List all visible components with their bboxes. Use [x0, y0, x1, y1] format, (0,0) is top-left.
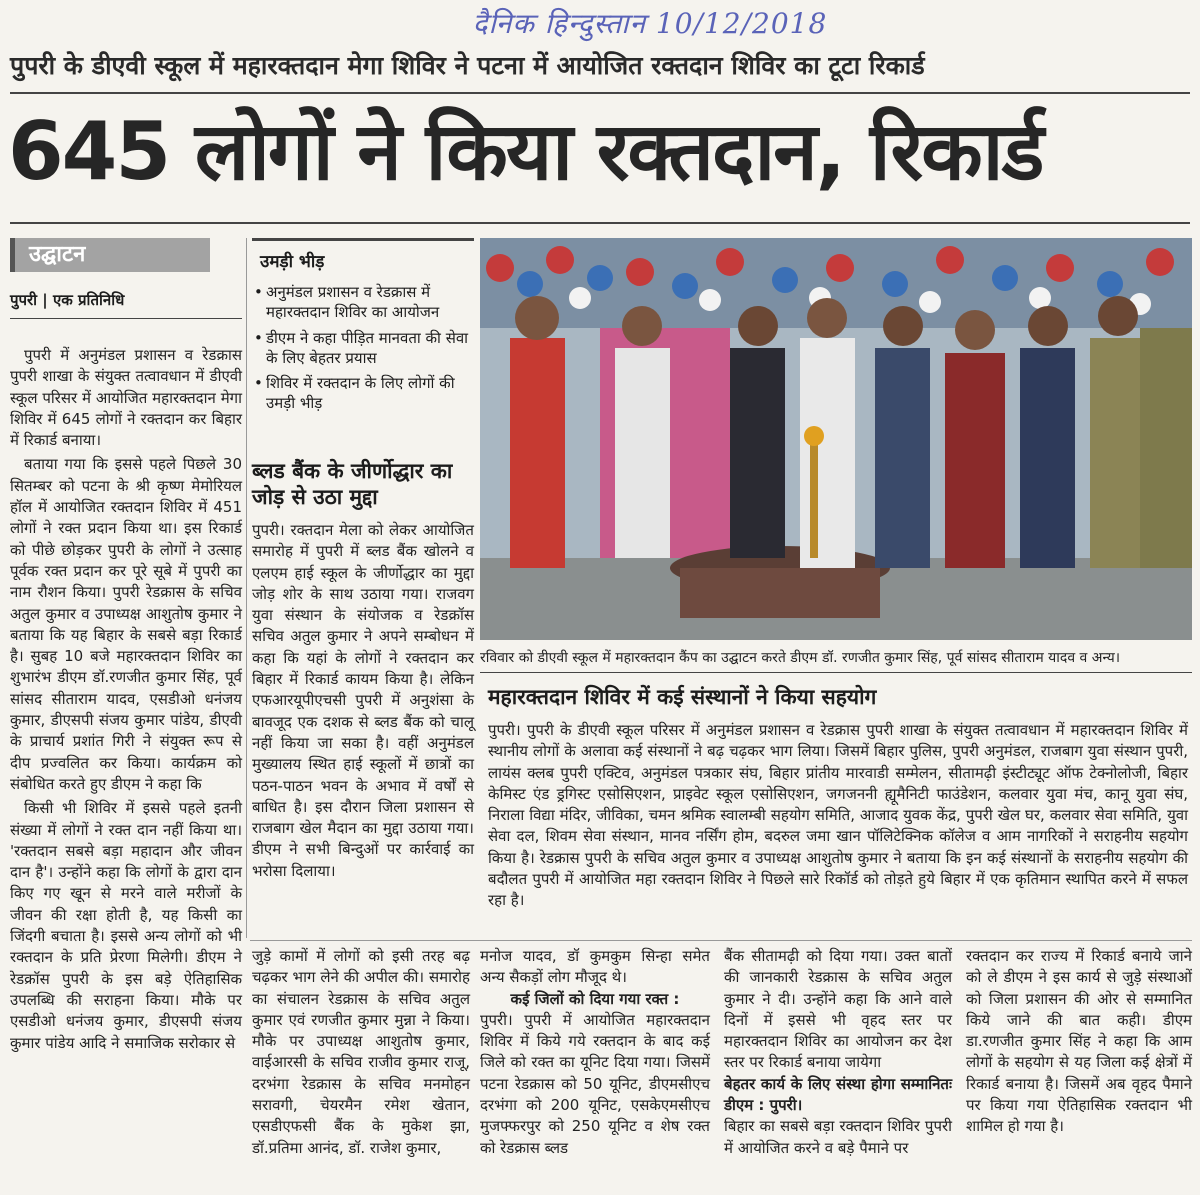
bottom-column-5: रक्तदान कर राज्य में रिकार्ड बनाये जाने को ले डीएम ने इस कार्य से जुड़े संस्थाओं को जिला प्रशासन की ओर से सम्मानित किये जाने की बात कही। डीएम डा.रणजीत कुमार सिंह ने कहा कि आम लोगों के सहयोग से यह जिला कई क्षेत्रों में रिकार्ड बनाया है। जिसमें अब वृहद पैमाने पर किया गया ऐतिहासिक रक्तदान भी शामिल हो गया है।: [966, 947, 1192, 1136]
support-heading: महारक्तदान शिविर में कई संस्थानों ने किया सहयोग: [488, 685, 877, 709]
support-text: पुपरी। पुपरी के डीएवी स्कूल परिसर में अनुमंडल प्रशासन व रेडक्रास पुपरी शाखा के संयुक्त तत्वावधान में महारक्तदान शिविर में स्थानीय लोगों के अलावा कई संस्थानों ने बढ़ चढ़कर भाग लिया। जिसमें बिहार पुलिस, पुपरी अनुमंडल, राजबाग युवा संस्थान पुपरी, लायंस क्लब पुपरी एक्टिव, अनुमंडल पत्रकार संघ, बिहार प्रांतीय मारवाडी सम्मेलन, सीतामढ़ी इंस्टीट्यूट ऑफ टेक्नोलोजी, बिहार केमिस्ट एंड ड्रगिस्ट एसोसिएशन, प्राइवेट स्कूल एसोसिएशन, जगजननी ह्यूमैनिटी फाउंडेशन, कलवार युवा मंच, कानू युवा संघ, निराला विद्या मंदिर, जीविका, चमन श्रमिक स्वालम्बी सहयोग समिति, आजाद युवक केंद्र, पुपरी खेल घर, कलवार सेवा समिति, युवा सेवा दल, शिवम सेवा संस्थान, मानव नर्सिंग होम, बदरुल जमा खान पॉलिटेक्निक कॉलेज व आम नागरिकों ने सराहनीय सहयोग किया है। रेडक्रास पुपरी के सचिव अतुल कुमार व उपाध्यक्ष आशुतोष कुमार ने बताया कि इन कई संस्थानों के सराहनीय सहयोग की बदौलत पुपरी में आयोजित महा रक्तदान शिविर ने पिछले सारे रिकॉर्ड को तोड़ते हुये बिहार में एक कृतिमान स्थापित करने में सफल रहा है।: [488, 721, 1188, 910]
divider: [250, 940, 1192, 941]
list-item: • अनुमंडल प्रशासन व रेडक्रास में महारक्तदान शिविर का आयोजन: [252, 282, 474, 323]
handwritten-date-note: दैनिक हिन्दुस्तान 10/12/2018: [472, 7, 828, 40]
bloodbank-text: पुपरी। रक्तदान मेला को लेकर आयोजित समारोह में पुपरी में ब्लड बैंक खोलने व एलएम हाई स्कूल के जीर्णोद्धार का मुद्दा जोड़ शोर के साथ उठाया गया। राजवग युवा संस्थान के संयोजक व रेडक्रॉस सचिव अतुल कुमार ने अपने सम्बोधन में कहा कि यहां के लोगों ने रक्तदान कर बिहार में रिकार्ड कायम किया है। लेकिन एफआरयूपीएचसी पुपरी में अनुशंसा के बावजूद एक दशक से ब्लड बैंक को चालू नहीं किया जा सका है। वहीं अनुमंडल मुख्यालय स्थित हाई स्कूलों में छात्रों का पठन-पाठन भवन के अभाव में वर्षों से बाधित है। इस दौरान जिला प्रशासन से राजबाग खेल मैदान का मुद्दा उठाया गया। डीएम ने सभी बिन्दुओं पर कार्रवाई का भरोसा दिलाया।: [252, 521, 474, 880]
main-story-column: [10, 345, 242, 1052]
list-item: • डीएम ने कहा पीड़ित मानवता की सेवा के लिए बेहतर प्रयास: [252, 328, 474, 369]
paragraph: पुपरी। पुपरी में आयोजित महारक्तदान शिविर में किये गये रक्तदान के बाद कई जिले को रक्त का यूनिट दिया गया। जिसमें पटना रेडक्रास को 50 यूनिट, डीएमसीएच दरभंगा को 200 यूनिट, एसकेएमसीएच मुजफ्फरपुर को 250 यूनिट व शेष रक्त को रेडक्रास ब्लड: [480, 1010, 710, 1157]
paragraph: बैंक सीतामढ़ी को दिया गया। उक्त बातों की जानकारी रेडक्रास के सचिव अतुल कुमार ने दी। उन्होंने कहा कि आने वाले दिनों में इससे भी वृहद स्तर पर महारक्तदान शिविर का आयोजन कर देश स्तर पर रिकार्ड बनाया जायेगा: [724, 947, 952, 1072]
photo-caption: रविवार को डीएवी स्कूल में महारक्तदान कैंप का उद्घाटन करते डीएम डॉ. रणजीत कुमार सिंह, पूर्व सांसद सीताराम यादव व अन्य।: [480, 650, 1121, 666]
byline: पुपरी | एक प्रतिनिधि: [10, 291, 125, 309]
divider: [10, 222, 1190, 224]
highlights-list: [252, 282, 474, 414]
divider: [10, 318, 242, 319]
bottom-column-3: [480, 946, 710, 1186]
paragraph: बिहार का सबसे बड़ा रक्तदान शिविर पुपरी में आयोजित करने व बड़े पैमाने पर: [724, 1117, 952, 1157]
subheadline: पुपरी के डीएवी स्कूल में महारक्तदान मेगा शिविर ने पटना में आयोजित रक्तदान शिविर का टूटा रिकार्ड: [10, 51, 925, 80]
section-tag: उद्घाटन: [10, 238, 210, 272]
subheading: बेहतर कार्य के लिए संस्था होगा सम्मानितः डीएम : पुपरी।: [724, 1074, 952, 1115]
bottom-column-4: [724, 946, 952, 1186]
paragraph: मनोज यादव, डॉ कुमकुम सिन्हा समेत अन्य सैकड़ों लोग मौजूद थे।: [480, 947, 710, 987]
divider: [480, 672, 1192, 673]
headline: 645 लोगों ने किया रक्तदान, रिकार्ड: [8, 105, 1043, 198]
divider: [10, 92, 1190, 94]
highlights-title: उमड़ी भीड़: [252, 245, 332, 276]
event-photo: [480, 238, 1192, 640]
column-rule: [246, 238, 247, 938]
ceremony-photo-illustration: [480, 238, 1192, 640]
highlights-box: [252, 238, 474, 437]
bloodbank-heading: ब्लड बैंक के जीर्णोद्धार का जोड़ से उठा मुद्दा: [252, 459, 453, 510]
list-item: • शिविर में रक्तदान के लिए लोगों की उमड़ी भीड़: [252, 373, 474, 414]
paragraph: पुपरी में अनुमंडल प्रशासन व रेडक्रास पुपरी शाखा के संयुक्त तत्वावधान में डीएवी स्कूल परिसर में आयोजित महारक्तदान मेगा शिविर में 645 लोगों ने रक्तदान कर बिहार में रिकार्ड बनाया।: [10, 346, 242, 450]
paragraph: बताया गया कि इससे पहले पिछले 30 सितम्बर को पटना के श्री कृष्ण मेमोरियल हॉल में आयोजित रक्तदान शिविर में 451 लोगों ने रक्त प्रदान किया था। इस रिकार्ड को पीछे छोड़कर पुपरी के लोगों ने उत्साह पूर्वक रक्त प्रदान कर पूरे सूबे में पुपरी का नाम रौशन किया। पुपरी रेडक्रास के सचिव अतुल कुमार व उपाध्यक्ष आशुतोष कुमार ने बताया कि यह बिहार के सबसे बड़ा रिकार्ड है। सुबह 10 बजे महारक्तदान शिविर का शुभारंभ डीएम डॉ.रणजीत कुमार सिंह, पूर्व सांसद सीताराम यादव, एसडीओ धनंजय कुमार, डीएसपी संजय कुमार पांडेय, डीएवी के प्राचार्य प्रशांत गिरी ने संयुक्त रूप से दीप प्रज्वलित कर किया। कार्यक्रम को संबोधित करते हुए डीएम ने कहा कि: [10, 455, 242, 793]
subheading: कई जिलों को दिया गया रक्त :: [510, 989, 680, 1008]
paragraph: किसी भी शिविर में इससे पहले इतनी संख्या में लोगों ने रक्त दान नहीं किया था। 'रक्तदान सबसे बड़ा महादान और जीवन दान है'। उन्होंने कहा कि लोगों के द्वारा दान किए गए खून से मरने वाले मरीजों के जीवन की रक्षा होती है, यह किसी का जिंदगी बचाता है। इससे अन्य लोगों को भी रक्तदान के प्रति प्रेरणा मिलेगी। डीएम ने रेडक्रॉस पुपरी के इस बड़े ऐतिहासिक उपलब्धि की सराहना किया। मौके पर एसडीओ धनंजय कुमार, डीएसपी संजय कुमार पांडेय आदि ने समाजिक सरोकार से: [10, 799, 242, 1052]
bottom-column-2: जुड़े कामों में लोगों को इसी तरह बढ़ चढ़कर भाग लेने की अपील की। समारोह का संचालन रेडक्रास के सचिव अतुल कुमार एवं रणजीत कुमार मुन्ना ने किया। मौके पर उपाध्यक्ष आशुतोष कुमार, वाईआरसी के सचिव राजीव कुमार राजू, दरभंगा रेडक्रास के सचिव मनमोहन सरावगी, चेयरमैन रमेश खेतान, एसडीएफसी बैंक के मुकेश झा, डॉ.प्रतिमा आनंद, डॉ. राजेश कुमार,: [252, 947, 470, 1157]
